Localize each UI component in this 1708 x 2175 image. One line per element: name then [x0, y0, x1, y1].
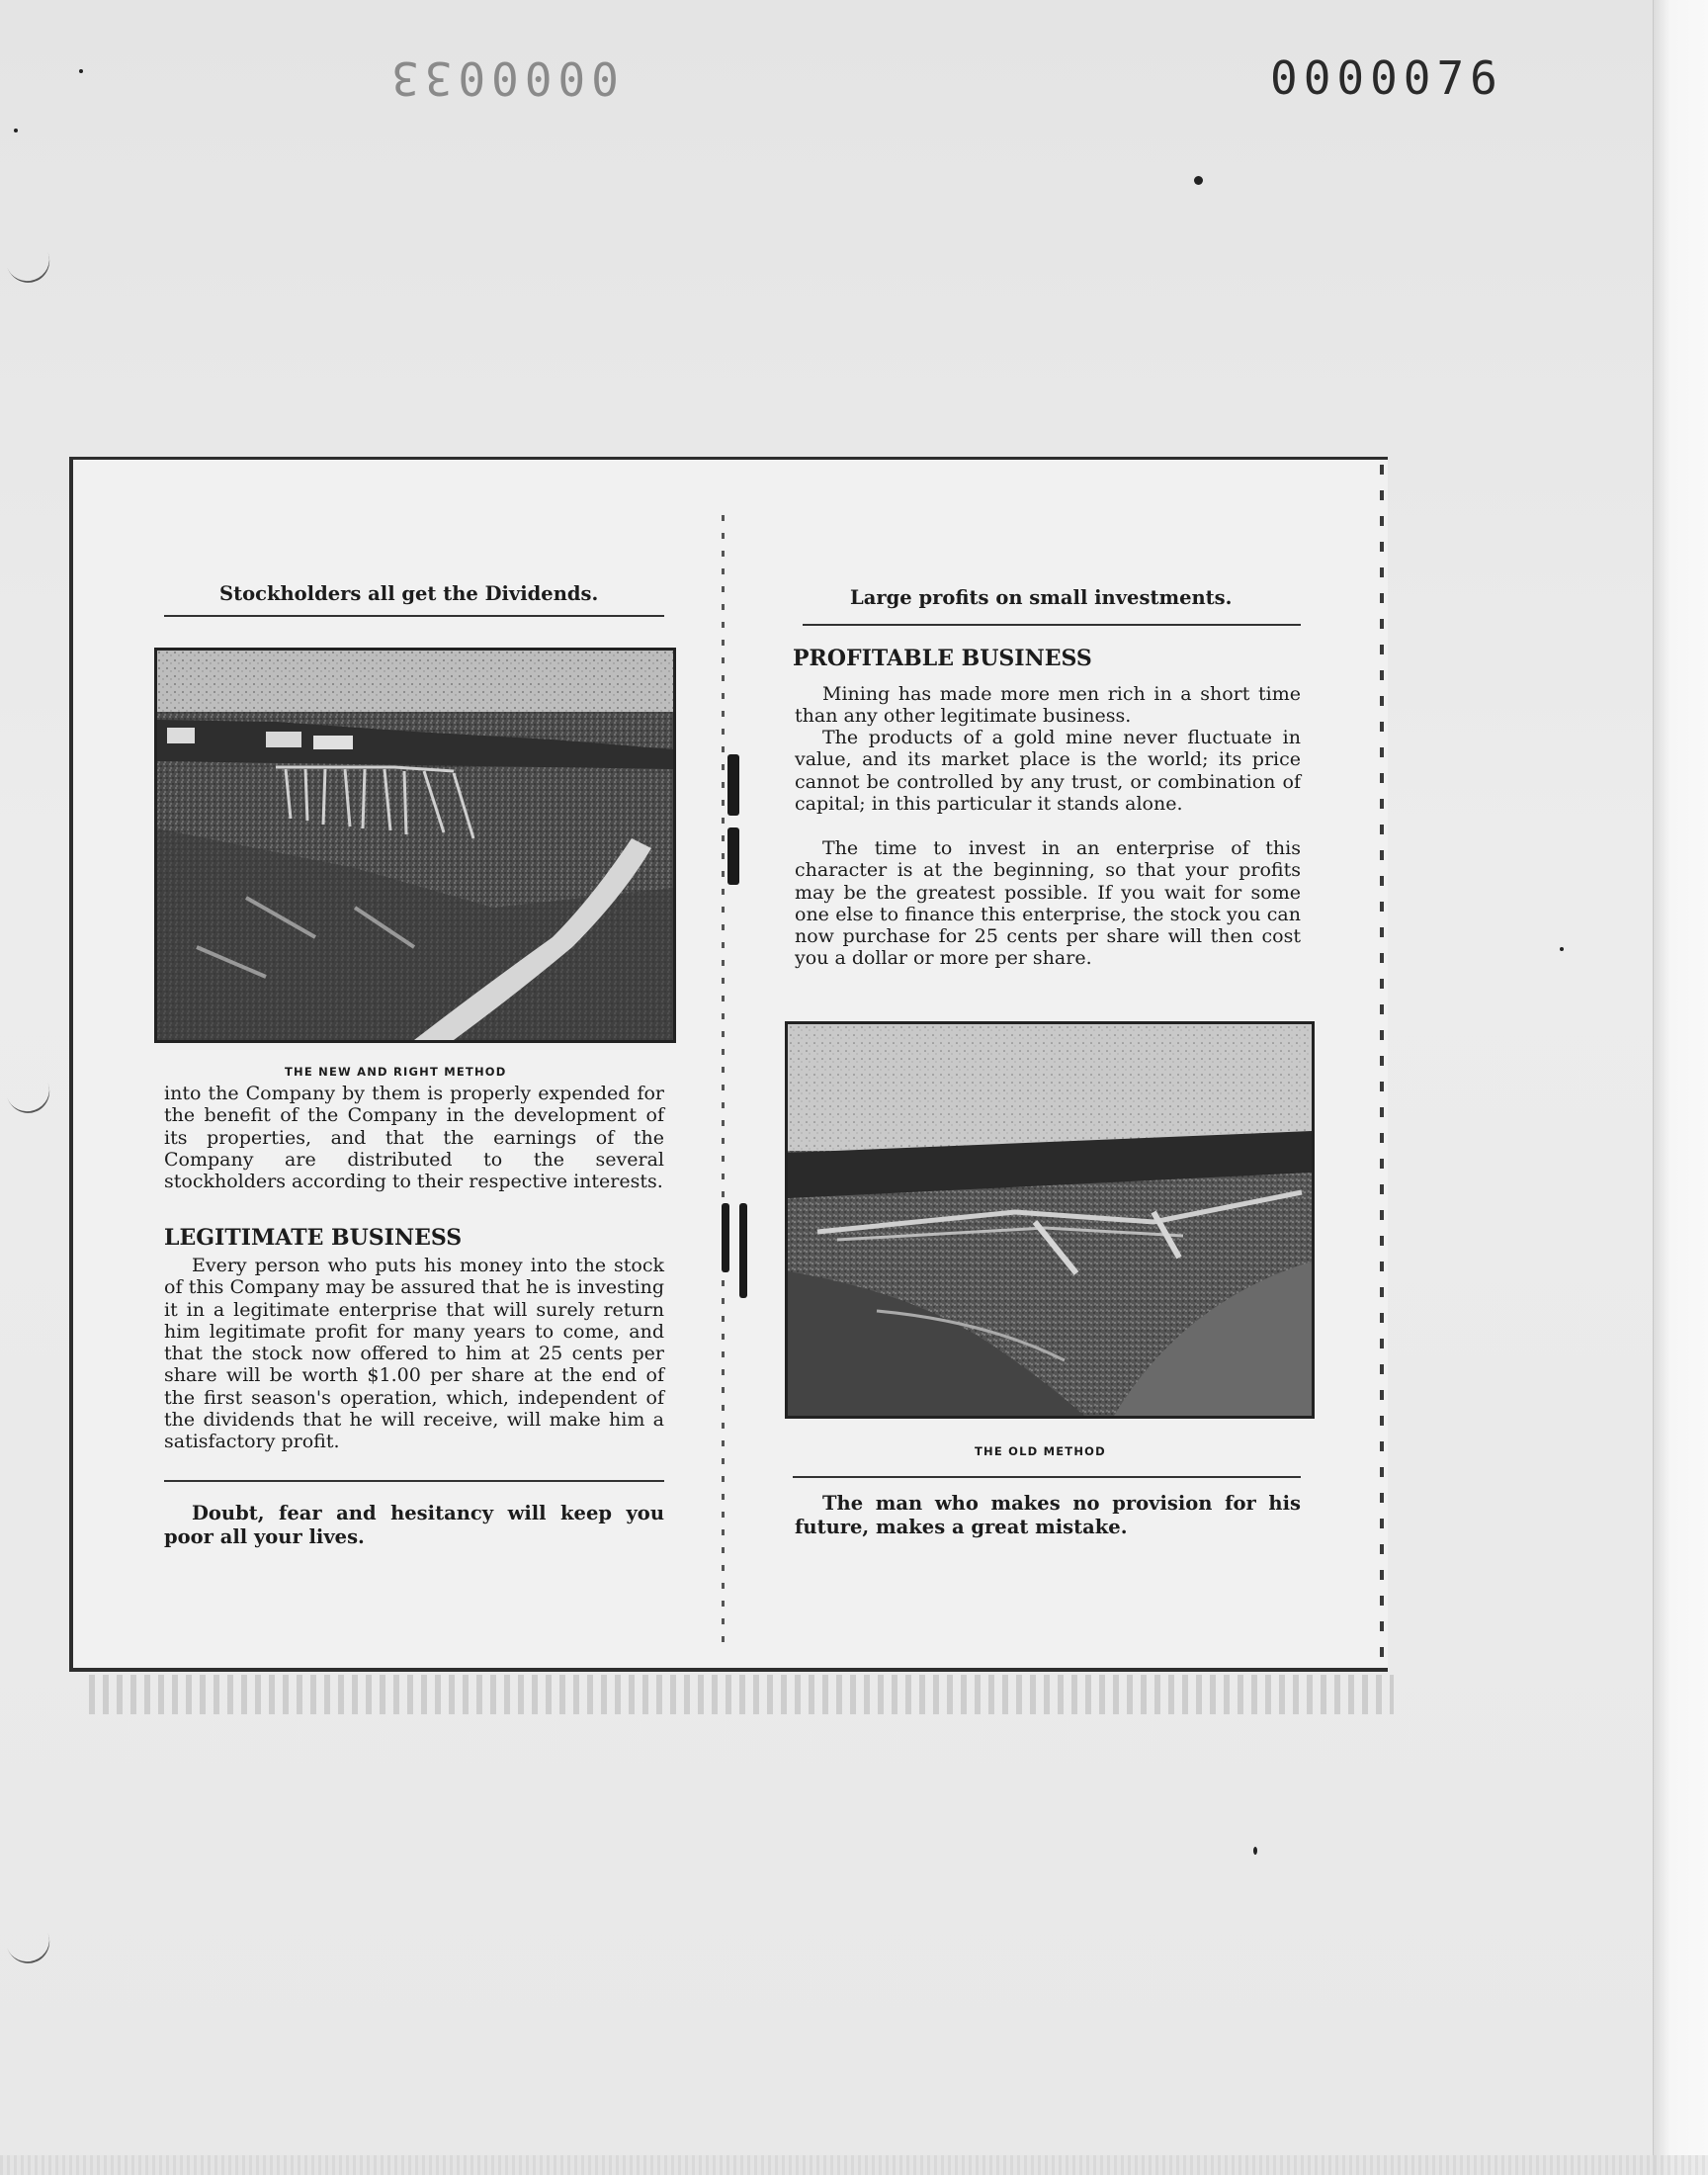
staple: [739, 1203, 747, 1298]
booklet-spread: [69, 457, 1388, 1672]
right-tagline-rule: [803, 624, 1301, 626]
profitable-paragraph-1: Mining has made more men rich in a short time than any other legitimate business.: [795, 683, 1301, 728]
photo-old-method: [785, 1021, 1315, 1419]
photo-new-method: [154, 648, 676, 1043]
heading-profitable-business: PROFITABLE BUSINESS: [793, 646, 1092, 671]
left-continued-paragraph: into the Company by them is properly expended for the benefit of the Company in the development of its properties, and that the earnings of the Company are distributed to the several stockholders according to their respective interests.: [164, 1083, 664, 1193]
staple: [727, 754, 739, 816]
photo-caption-old-method: THE OLD METHOD: [975, 1444, 1106, 1458]
scan-speck: [1253, 1847, 1257, 1855]
scan-right-edge: [1653, 0, 1708, 2175]
bates-stamp: 0000076: [1270, 51, 1503, 105]
staple: [727, 827, 739, 885]
legitimate-business-paragraph: Every person who puts his money into the stock of this Company may be assured that he is investing it in a legitimate enterprise that will surely return him legitimate profit for many years to come, and that the stock now offered to him at 25 cents per share will be worth $1.00 per share at the end of the first season's operation, which, independent of the dividends that he will receive, will make him a satisfactory profit.: [164, 1255, 664, 1453]
booklet-right-edge: [1380, 465, 1384, 1661]
profitable-paragraph-3: The time to invest in an enterprise of this character is at the beginning, so that your profits may be the greatest possible. If you wait for some one else to finance this enterprise, the stock you can now purchase for 25 cents per share will then cost you a dollar or more per share.: [795, 837, 1301, 970]
left-closing-line: Doubt, fear and hesitancy will keep you poor all your lives.: [164, 1502, 664, 1548]
staple: [722, 1203, 729, 1272]
right-closing-line: The man who makes no provision for his future, makes a great mistake.: [795, 1492, 1301, 1538]
scan-speck: [14, 129, 18, 132]
photo-caption-new-method: THE NEW AND RIGHT METHOD: [285, 1065, 507, 1079]
left-tagline: Stockholders all get the Dividends.: [219, 582, 599, 605]
heading-legitimate-business: LEGITIMATE BUSINESS: [164, 1225, 463, 1251]
right-tagline: Large profits on small investments.: [850, 586, 1233, 609]
left-tagline-rule: [164, 615, 664, 617]
scan-bottom-streak: [0, 2155, 1708, 2175]
left-closing-rule: [164, 1480, 664, 1482]
scan-speck: [79, 69, 83, 73]
scan-speck: [1560, 947, 1564, 951]
booklet-shadow: [89, 1675, 1394, 1714]
scan-speck: [1194, 176, 1203, 185]
center-fold: [722, 515, 725, 1652]
bates-stamp-faint: 0000033: [385, 51, 619, 105]
profitable-paragraph-2: The products of a gold mine never fluctuate in value, and its market place is the world; its price cannot be controlled by any trust, or combination of capital; in this particular it stands alone.: [795, 727, 1301, 815]
right-closing-rule: [793, 1476, 1301, 1478]
